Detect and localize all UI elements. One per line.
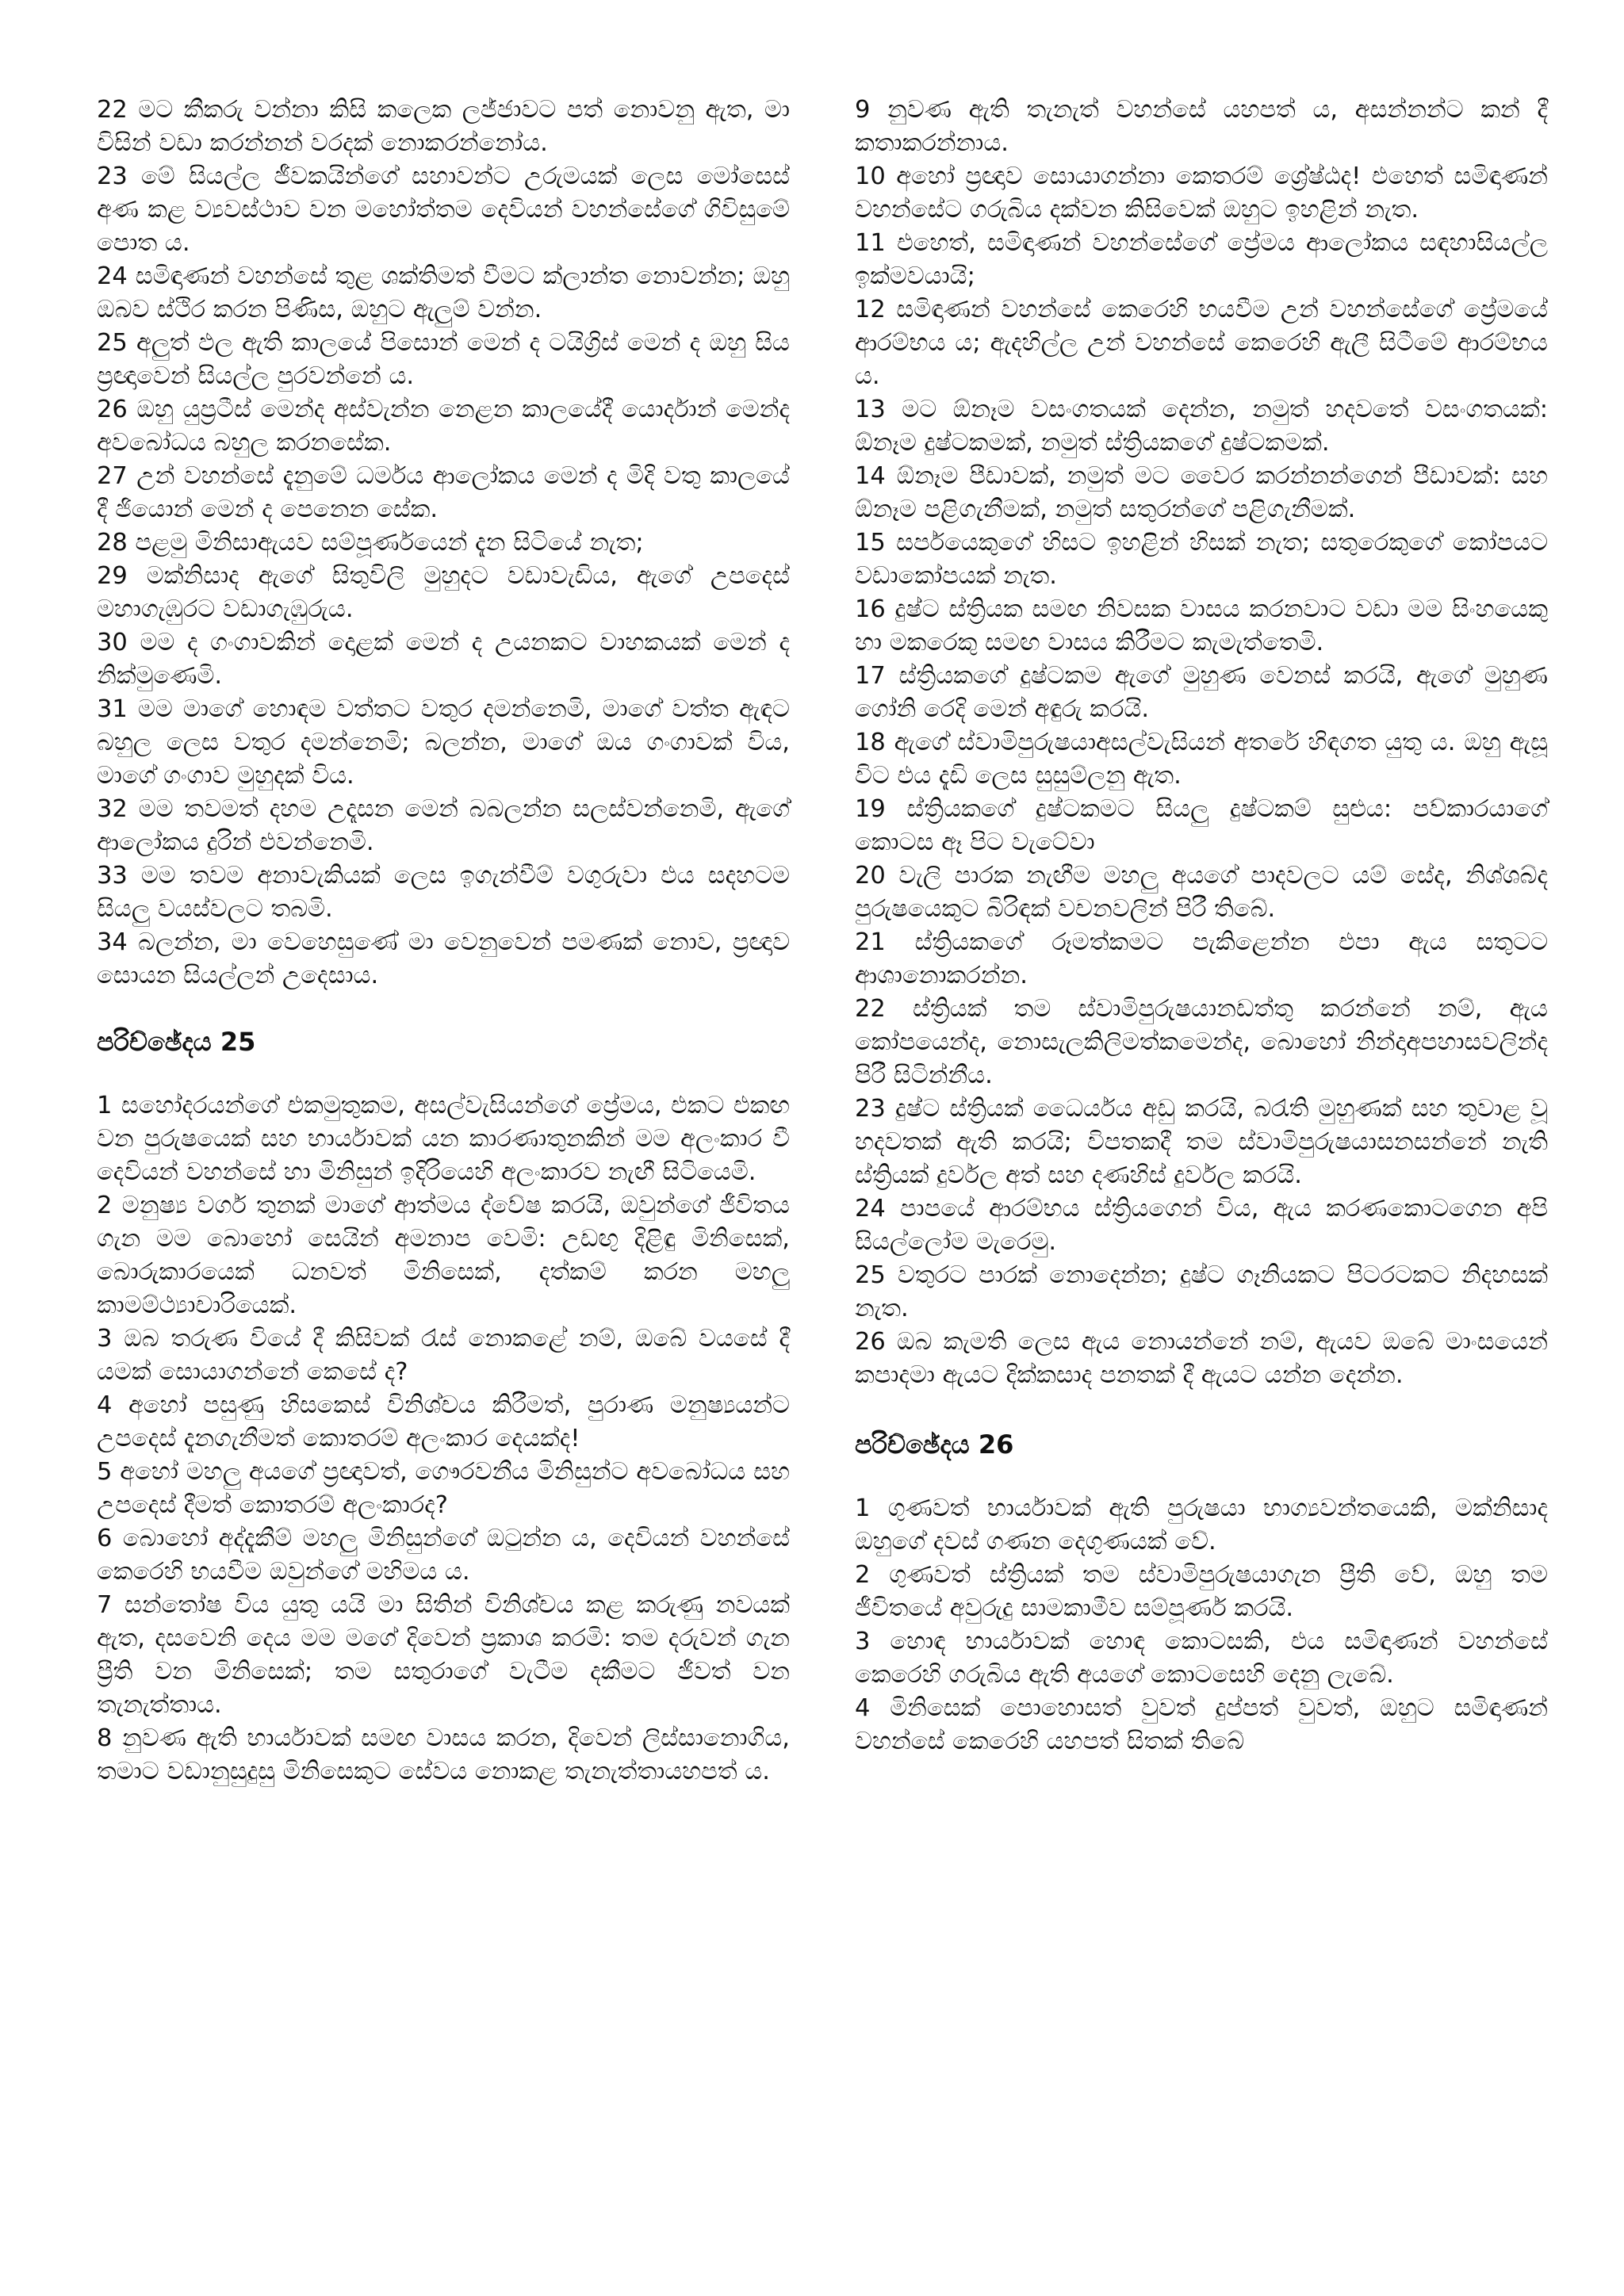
verse: 3 ඔබ තරුණ වියේ දී කිසිවක් රැස් නොකළේ නම්, ඔබේ වයසේ දී යමක් සොයාගන්නේ කෙසේ ද? bbox=[97, 1325, 790, 1386]
chapter-heading-26: පරිච්ඡේදය 26 bbox=[855, 1429, 1014, 1460]
verse: 12 සමිඳාණන් වහන්සේ කෙරෙහි භයවීම උන් වහන්සේගේ ප්‍රේමයේ ආරම්භය ය; ඇදහිල්ල උන් වහන්සේ කෙරෙහි ඇලී සිටීමේ ආරම්භය ය. bbox=[855, 296, 1548, 390]
verse: 25 වතුරට පාරක් නොදෙන්න; දුෂ්ට ගෑනියකට පිටරටකට නිදහසක් නැත. bbox=[855, 1261, 1548, 1322]
verse: 1 ගුණවත් භාර්යාවක් ඇති පුරුෂයා භාග්‍යවන්තයෙකි, මක්නිසාද ඔහුගේ දවස් ගණන දෙගුණයක් වේ. bbox=[855, 1494, 1548, 1556]
verse: 2 ගුණවත් ස්ත්‍රියක් තම ස්වාමිපුරුෂයාගැන ප්‍රීති වේ, ඔහු තම ජීවිතයේ අවුරුදු සාමකාමීව සම්පූර්ණ කරයි. bbox=[855, 1561, 1548, 1622]
verse: 23 දුෂ්ට ස්ත්‍රියක් ධෛර්යය අඩු කරයි, බරැති මුහුණක් සහ තුවාළ වූ හදවතක් ඇති කරයි; විපතකදී තම ස්වාමිපුරුෂයාසනසන්නේ නැති ස්ත්‍රියක් දුර්වල අත් සහ දණහිස් දුර්වල කරයි. bbox=[855, 1095, 1548, 1189]
verse: 22 ස්ත්‍රියක් තම ස්වාමිපුරුෂයානඩත්තු කරන්නේ නම්, ඇය කෝපයෙන්ද, නොසැලකිලිමත්කමෙන්ද, බොහෝ නින්දාඅපහාසවලින්ද පිරී සිටින්නීය. bbox=[855, 995, 1548, 1089]
verse: 13 මට ඕනෑම වසංගතයක් දෙන්න, නමුත් හදවතේ වසංගතයක්: ඕනෑම දුෂ්ටකමක්, නමුත් ස්ත්‍රියකගේ දුෂ්ටකමක්. bbox=[855, 396, 1548, 457]
verse: 9 නුවණ ඇති තැනැත් වහන්සේ යහපත් ය, අසන්නන්ට කන් දී කතාකරන්නාය. bbox=[855, 96, 1548, 157]
verse: 25 අලුත් ඵල ඇති කාලයේ පිසොන් මෙන් ද ටයිග්‍රිස් මෙන් ද ඔහු සිය ප්‍රඥාවෙන් සියල්ල පුරවන්නේ ය. bbox=[97, 329, 790, 390]
verse: 5 අහෝ මහලු අයගේ ප්‍රඥාවත්, ගෞරවනීය මිනිසුන්ට අවබෝධය සහ උපදෙස් දීමත් කොතරම් අලංකාරද? bbox=[97, 1458, 790, 1519]
verse: 21 ස්ත්‍රියකගේ රූමත්කමට පැකිළෙන්න එපා ඇය සතුටට ආශානොකරන්න. bbox=[855, 928, 1548, 989]
verse: 33 මම තවම අනාවැකියක් ලෙස ඉගැන්වීම් වගුරුවා එය සදහටම සියලු වයස්වලට තබමි. bbox=[97, 862, 790, 923]
verse: 34 බලන්න, මා වෙහෙසුණේ මා වෙනුවෙන් පමණක් නොව, ප්‍රඥාව සොයන සියල්ලන් උදෙසාය. bbox=[97, 928, 790, 989]
verse: 10 අහෝ ප්‍රඥාව සොයාගන්නා කෙතරම් ශ්‍රේෂ්ඨද! එහෙත් සමිඳාණන් වහන්සේට ගරුබිය දක්වන කිසිවෙක් ඔහුට ඉහළින් නැත. bbox=[855, 163, 1548, 224]
verse: 26 ඔහු යුප්‍රටීස් මෙන්ද අස්වැන්න නෙළන කාලයේදී යොර්දාන් මෙන්ද අවබෝධය බහුල කරනසේක. bbox=[97, 396, 790, 457]
verse: 11 එහෙත්, සමිඳාණන් වහන්සේගේ ප්‍රේමය ආලෝකය සඳහාසියල්ල ඉක්මවයායි; bbox=[855, 229, 1548, 290]
verse: 30 මම ද ගංගාවකින් දොළක් මෙන් ද උයනකට වාහකයක් මෙන් ද නික්මුණෙමි. bbox=[97, 629, 790, 690]
verse: 8 නුවණ ඇති භාර්යාවක් සමඟ වාසය කරන, දිවෙන් ලිස්සානොගිය, තමාට වඩානුසුදුසු මිනිසෙකුට සේවය නොකළ තැනැත්තායහපත් ය. bbox=[97, 1724, 790, 1785]
verse: 31 මම මාගේ හොඳම වත්තට වතුර දමන්නෙමි, මාගේ වත්ත ඇඳට බහුල ලෙස වතුර දමන්නෙමි; බලන්න, මාගේ ඔය ගංගාවක් විය, මාගේ ගංගාව මුහුදක් විය. bbox=[97, 695, 790, 790]
verse: 14 ඕනෑම පීඩාවක්, නමුත් මට වෛර කරන්නන්ගෙන් පීඩාවක්: සහ ඕනෑම පළිගැනීමක්, නමුත් සතුරන්ගේ පළිගැනීමක්. bbox=[855, 462, 1548, 523]
verse: 4 මිනිසෙක් පොහොසත් වුවත් දුප්පත් වුවත්, ඔහුට සමිඳාණන් වහන්සේ කෙරෙහි යහපත් සිතක් තිබේ bbox=[855, 1694, 1548, 1755]
verse: 15 සර්පයෙකුගේ හිසට ඉහළින් හිසක් නැත; සතුරෙකුගේ කෝපයට වඩාකෝපයක් නැත. bbox=[855, 529, 1548, 590]
verse: 26 ඔබ කැමති ලෙස ඇය නොයන්නේ නම්, ඇයව ඔබේ මාංසයෙන් කපාදමා ඇයට දික්කසාද පනතක් දී ඇයට යන්න දෙන්න. bbox=[855, 1328, 1548, 1389]
verse: 32 මම තවමත් දහම උදෑසන මෙන් බබලන්න සලස්වන්නෙමි, ඇගේ ආලෝකය දුරින් එවන්නෙමි. bbox=[97, 795, 790, 856]
left-column bbox=[97, 94, 790, 1789]
verse: 1 සහෝදරයන්ගේ එකමුතුකම, අසල්වැසියන්ගේ ප්‍රේමය, එකට එකඟ වන පුරුෂයෙක් සහ භාර්යාවක් යන කාරණාතුනකින් මම අලංකාර වී දෙවියන් වහන්සේ හා මිනිසුන් ඉදිරියෙහි අලංකාරව නැඟී සිටියෙමි. bbox=[97, 1092, 790, 1186]
verse: 3 හොඳ භාර්යාවක් හොඳ කොටසකි, එය සමිඳාණන් වහන්සේ කෙරෙහි ගරුබිය ඇති අයගේ කොටසෙහි දෙනු ලැබේ. bbox=[855, 1628, 1548, 1689]
verse: 22 මට කීකරු වන්නා කිසි කලෙක ලජ්ජාවට පත් නොවනු ඇත, මා විසින් වඩා කරන්නන් වරදක් නොකරන්නෝය. bbox=[97, 96, 790, 157]
verse: 27 උන් වහන්සේ දැනුමේ ධර්මය ආලෝකය මෙන් ද මිදි වතු කාලයේ දී ජියොන් මෙන් ද පෙනෙන සේක. bbox=[97, 462, 790, 523]
verse: 18 ඇගේ ස්වාමිපුරුෂයාඅසල්වැසියන් අතරේ හිඳගත යුතු ය. ඔහු ඇසූ විට එය දැඩි ලෙස සුසුම්ලනු ඇත. bbox=[855, 729, 1548, 790]
chapter-heading-25: පරිච්ඡේදය 25 bbox=[97, 1027, 256, 1057]
verse: 24 පාපයේ ආරම්භය ස්ත්‍රියගෙන් විය, ඇය කරණකොටගෙන අපි සියල්ලෝම මැරෙමු. bbox=[855, 1195, 1548, 1256]
verse: 23 මේ සියල්ල ජීවකයින්ගේ සහාවන්ට උරුමයක් ලෙස මෝසෙස් අණ කළ ව්‍යවස්ථාව වන මහෝත්තම දෙවියන් වහන්සේගේ ගිවිසුමේ පොත ය. bbox=[97, 163, 790, 257]
verse: 2 මනුෂ්‍ය වර්ග තුනක් මාගේ ආත්මය ද්වේෂ කරයි, ඔවුන්ගේ ජීවිතය ගැන මම බොහෝ සෙයින් අමනාප වෙමි: උඩඟු දිළිඳු මිනිසෙක්, බොරුකාරයෙක් ධනවත් මිනිසෙක්, දත්කම් කරන මහලු කාමම්ථ්‍යාචාරියෙක්. bbox=[97, 1192, 790, 1319]
verse: 19 ස්ත්‍රියකගේ දුෂ්ටකමට සියලු දුෂ්ටකම් සුළුය: පව්කාරයාගේ කොටස ඈ පිට වැටේවා bbox=[855, 795, 1548, 856]
verse: 7 සන්තෝෂ විය යුතු යයි මා සිතින් විනිශ්චය කළ කරුණු නවයක් ඇත, දසවෙනි දෙය මම මගේ දිවෙන් ප්‍රකාශ කරමි: තම දරුවන් ගැන ප්‍රීති වන මිනිසෙක්; තම සතුරාගේ වැටීම දකීමට ජීවත් වන තැනැත්තාය. bbox=[97, 1591, 790, 1719]
verse: 16 දුෂ්ට ස්ත්‍රියක සමඟ නිවසක වාසය කරනවාට වඩා මම සිංහයෙකු හා මකරෙකු සමඟ වාසය කිරීමට කැමැත්තෙමි. bbox=[855, 595, 1548, 656]
verse: 4 අහෝ පසුණු හිසකෙස් විනිශ්චය කිරීමත්, පුරාණ මනුෂ්‍යයන්ට උපදෙස් දැනගැනීමත් කොතරම් අලංකාර දෙයක්ද! bbox=[97, 1391, 790, 1452]
verse: 20 වැලි පාරක නැඟීම මහලු අයගේ පාදවලට යම් සේද, නිශ්ශබ්ද පුරුෂයෙකුට බිරිඳක් වචනවලින් පිරී තිබේ. bbox=[855, 862, 1548, 923]
verse: 24 සමිඳාණන් වහන්සේ තුළ ශක්තිමත් වීමට ක්ලාන්ත නොවන්න; ඔහු ඔබව ස්ථිර කරන පිණිස, ඔහුට ඇලුම් වන්න. bbox=[97, 262, 790, 323]
verse: 29 මක්නිසාද ඇගේ සිතුවිලි මුහුදට වඩාවැඩිය, ඇගේ උපදෙස් මහාගැඹුරට වඩාගැඹුරුය. bbox=[97, 562, 790, 623]
verse: 6 බොහෝ අද්දැකීම් මහලු මිනිසුන්ගේ ඔටුන්න ය, දෙවියන් වහන්සේ කෙරෙහි භයවීම ඔවුන්ගේ මහිමය ය. bbox=[97, 1525, 790, 1586]
right-column bbox=[855, 94, 1548, 1758]
verse: 17 ස්ත්‍රියකගේ දුෂ්ටකම ඇගේ මුහුණ වෙනස් කරයි, ඇගේ මුහුණ ගෝනි රෙදි මෙන් අඳුරු කරයි. bbox=[855, 662, 1548, 723]
verse: 28 පළමු මිනිසාඇයව සම්පූර්ණයෙන් දැන සිටියේ නැත; bbox=[97, 529, 644, 557]
